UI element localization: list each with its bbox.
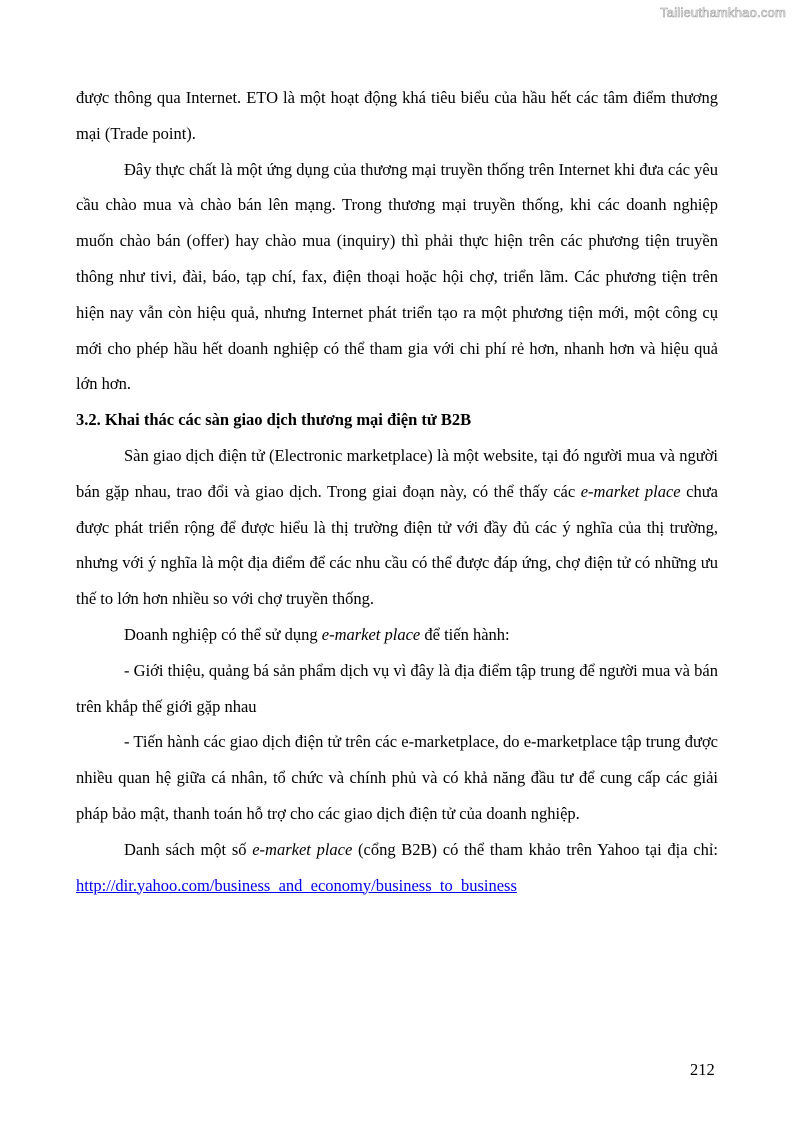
paragraph-7 (76, 832, 718, 904)
paragraph-7-text-a: Danh sách một số (124, 839, 253, 859)
paragraph-1: được thông qua Internet. ETO là một hoạt động khá tiêu biểu của hầu hết các tâm điểm thương mại (Trade point). (76, 88, 718, 143)
paragraph-7-emphasis: e-market place (252, 839, 353, 859)
section-heading: 3.2. Khai thác các sàn giao dịch thương mại điện tử B2B (76, 410, 472, 430)
paragraph-4 (76, 617, 718, 653)
yahoo-directory-link[interactable]: http://dir.yahoo.com/business_and_economy/business_to_business (76, 875, 517, 895)
paragraph-3-emphasis: e-market place (580, 481, 681, 501)
paragraph-7-text-b: (cổng B2B) có thể tham khảo trên Yahoo tại địa chỉ: (352, 839, 718, 859)
paragraph-3-text-b: chưa được phát triển rộng để được hiểu là thị trường điện tử với đầy đủ các ý nghĩa của thị trường, nhưng với ý nghĩa là một địa điểm để các nhu cầu có thể được đáp ứng, chợ điện tử có những ưu thế to lớn hơn nhiều so với chợ truyền thống. (76, 481, 719, 609)
page-number: 212 (690, 1060, 715, 1079)
paragraph-3 (76, 438, 718, 617)
bullet-item-1: - Giới thiệu, quảng bá sản phẩm dịch vụ vì đây là địa điểm tập trung để người mua và bán trên khắp thế giới gặp nhau (76, 660, 718, 716)
document-body (76, 80, 718, 903)
paragraph-4-text-b: để tiến hành: (420, 624, 510, 644)
paragraph-2: Đây thực chất là một ứng dụng của thương mại truyền thống trên Internet khi đưa các yêu cầu chào mua và chào bán lên mạng. Trong thương mại truyền thống, khi các doanh nghiệp muốn chào bán (offer) hay chào mua (inquiry) thì phải thực hiện trên các phương tiện truyền thông như tivi, đài, báo, tạp chí, fax, điện thoại hoặc hội chợ, triển lãm. Các phương tiện trên hiện nay vẫn còn hiệu quả, nhưng Internet phát triển tạo ra một phương tiện mới, một công cụ mới cho phép hầu hết doanh nghiệp có thể tham gia với chi phí rẻ hơn, nhanh hơn và hiệu quả lớn hơn. (76, 159, 718, 394)
watermark: Tailieuthamkhao.com (660, 5, 786, 20)
bullet-item-2: - Tiến hành các giao dịch điện tử trên các e-marketplace, do e-marketplace tập trung được nhiều quan hệ giữa cá nhân, tổ chức và chính phủ và có khả năng đầu tư để cung cấp các giải pháp bảo mật, thanh toán hỗ trợ cho các giao dịch điện tử của doanh nghiệp. (76, 732, 718, 823)
paragraph-3-text-a: Sàn giao dịch điện tử (Electronic marketplace) là một website, tại đó người mua và người bán gặp nhau, trao đổi và giao dịch. Trong giai đoạn này, có thể thấy các (76, 445, 718, 501)
paragraph-4-emphasis: e-market place (321, 624, 421, 644)
paragraph-4-text-a: Doanh nghiệp có thể sử dụng (124, 624, 322, 644)
